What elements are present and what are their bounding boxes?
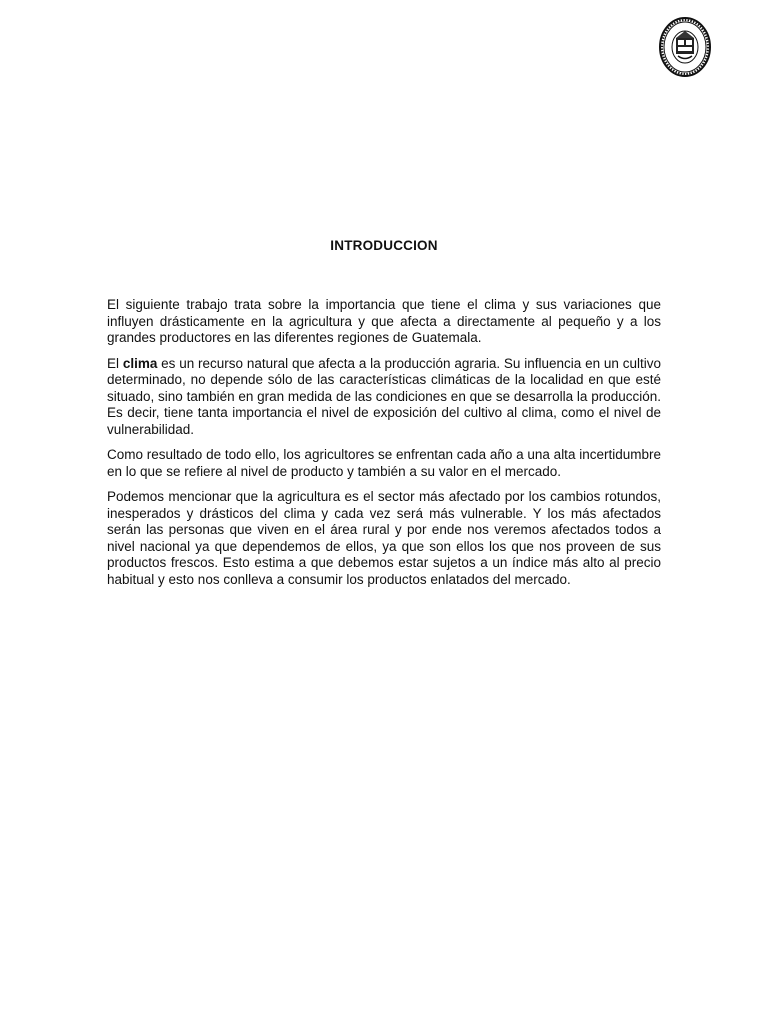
- university-seal-icon: [658, 16, 712, 78]
- paragraph-rest: es un recurso natural que afecta a la producción agraria. Su influencia en un cultivo determinado, no depende sólo de las características climáticas de la localidad en que esté situado, sino también en gran medida de las condiciones en que se desarrolla la producción. Es decir, tiene tanta importancia el nivel de exposición del cultivo al clima, como el nivel de vulnerabilidad.: [107, 355, 661, 437]
- page-title: INTRODUCCION: [330, 238, 438, 253]
- paragraph-lead: El: [107, 355, 123, 371]
- paragraph: [107, 356, 661, 439]
- paragraph: El siguiente trabajo trata sobre la importancia que tiene el clima y sus variaciones que influyen drásticamente en la agricultura y que afecta a directamente al pequeño y a los grandes productores en las diferentes regiones de Guatemala.: [107, 297, 661, 345]
- document-body: [107, 297, 661, 597]
- bold-term: clima: [122, 355, 158, 371]
- paragraph: Podemos mencionar que la agricultura es el sector más afectado por los cambios rotundos, inesperados y drásticos del clima y cada vez será más vulnerable. Y los más afectados serán las personas que viven en el área rural y por ende nos veremos afectados todos a nivel nacional ya que dependemos de ellos, ya que son ellos los que nos proveen de sus productos frescos. Esto estima a que debemos estar sujetos a un índice más alto al precio habitual y esto nos conlleva a consumir los productos enlatados del mercado.: [107, 489, 661, 587]
- paragraph: Como resultado de todo ello, los agricultores se enfrentan cada año a una alta incertidumbre en lo que se refiere al nivel de producto y también a su valor en el mercado.: [107, 447, 661, 479]
